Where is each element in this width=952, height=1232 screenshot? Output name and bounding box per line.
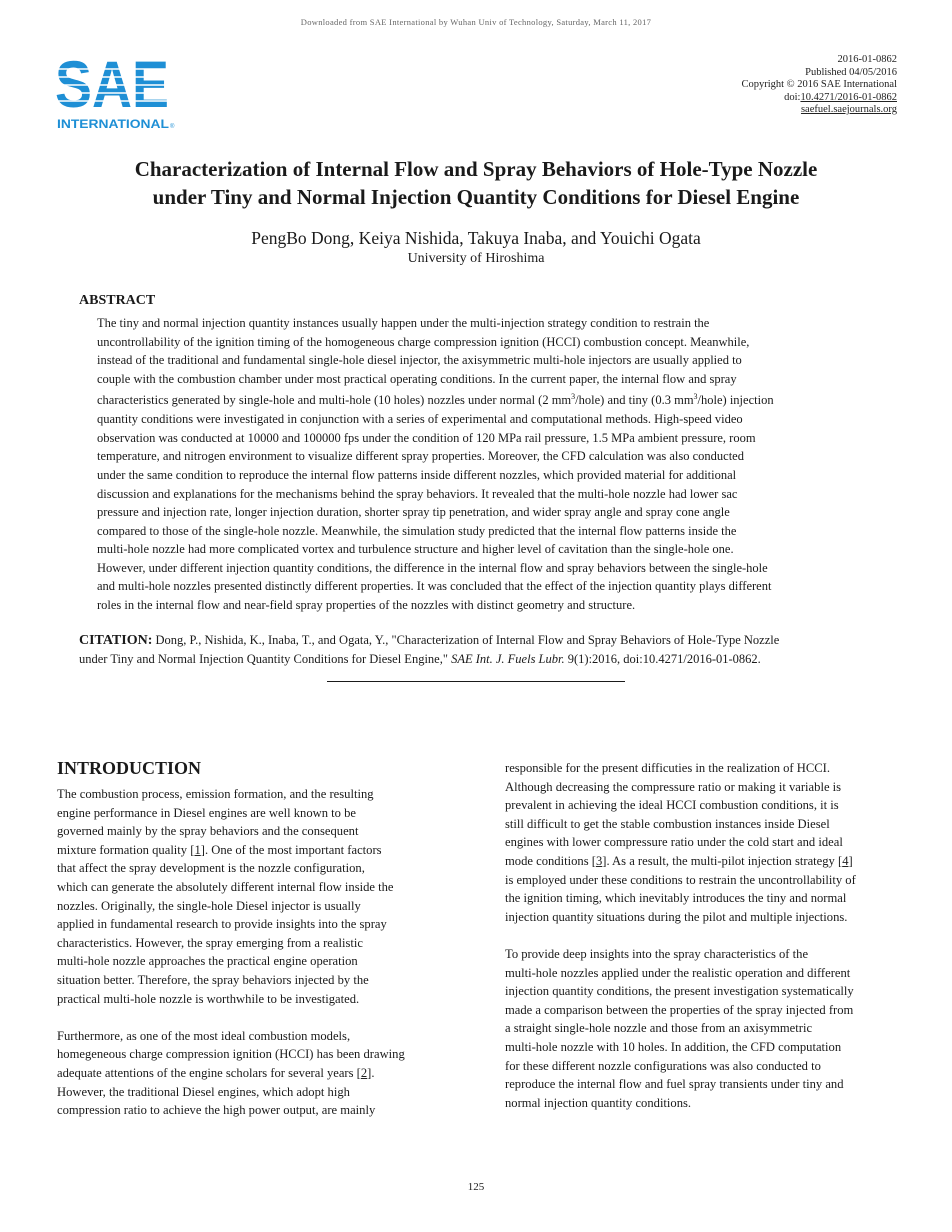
text-line: engines with lower compressure ratio under the cold start and ideal bbox=[505, 835, 843, 850]
abstract-line: pressure and injection rate, longer injection duration, shorter spray tip penetration, and wider spray angle and spray cone angle bbox=[97, 505, 730, 520]
paper-id: 2016-01-0862 bbox=[837, 54, 897, 65]
doi-prefix: doi: bbox=[784, 91, 801, 103]
download-banner: Downloaded from SAE International by Wuhan Univ of Technology, Saturday, March 11, 2017 bbox=[300, 17, 652, 27]
text-line: applied in fundamental research to provide insights into the spray bbox=[57, 917, 387, 932]
text-line: prevalent in achieving the ideal HCCI combustion conditions, it is bbox=[505, 798, 839, 813]
page-number: 125 bbox=[467, 1181, 485, 1193]
text-line: governed mainly by the spray behaviors and the consequent bbox=[57, 824, 359, 839]
text-line: injection quantity situations during the pilot and multiple injections. bbox=[505, 909, 848, 924]
authors: PengBo Dong, Keiya Nishida, Takuya Inaba, and Youichi Ogata bbox=[251, 228, 701, 248]
sae-international-logo bbox=[55, 47, 177, 133]
abstract-line: uncontrollability of the ignition timing of the homogeneous charge compression ignition (HCCI) combustion concept. Meanwhile, bbox=[97, 334, 750, 349]
left-column bbox=[57, 785, 457, 1120]
text-line: normal injection quantity conditions. bbox=[505, 1095, 692, 1110]
abstract-line: However, under different injection quantity conditions, the difference in the internal flow and spray behaviors between the single-hole bbox=[97, 560, 768, 575]
title-line-1: Characterization of Internal Flow and Spray Behaviors of Hole-Type Nozzle bbox=[134, 157, 818, 181]
text-line: adequate attentions of the engine scholars for several years [2]. bbox=[57, 1065, 375, 1080]
text-line: situation better. Therefore, the spray behaviors injected by the bbox=[57, 972, 369, 987]
citation: CITATION: Dong, P., Nishida, K., Inaba, T., and Ogata, Y., "Characterization of Internal Flow and Spray Behaviors of Hole-Type Nozzle under Tiny and Normal Injection Quantity Conditions for Diesel Engine," SAE Int. J. Fuels Lubr. 9(1):2016, doi:10.4271/2016-01-0862. bbox=[79, 633, 780, 666]
reference-link-4[interactable]: 4 bbox=[842, 853, 849, 868]
text-line: the ignition timing, which inevitably introduces the tiny and normal bbox=[505, 891, 847, 906]
section-divider bbox=[327, 681, 625, 682]
logo-registered-mark: ® bbox=[170, 124, 175, 130]
journal-link[interactable]: saefuel.saejournals.org bbox=[800, 104, 897, 115]
text-line: reproduce the internal flow and fuel spray transients under tiny and bbox=[505, 1077, 844, 1092]
abstract-line: and multi-hole nozzles presented distinctly different properties. It was concluded that the effect of the injection quantity plays different bbox=[97, 579, 772, 594]
abstract-line: multi-hole nozzle had more complicated vortex and turbulence structure and higher level of cavitation than the single-hole one. bbox=[97, 542, 734, 557]
affiliation: University of Hiroshima bbox=[407, 251, 545, 266]
abstract-body bbox=[97, 314, 869, 615]
reference-link-1[interactable]: 1 bbox=[194, 842, 201, 857]
text-line: engine performance in Diesel engines are well known to be bbox=[57, 805, 356, 820]
reference-link-2[interactable]: 2 bbox=[360, 1065, 368, 1080]
text-line: for these different nozzle configurations was also conducted to bbox=[505, 1058, 821, 1073]
citation-label: CITATION: bbox=[79, 633, 153, 648]
abstract-line: discussion and explanations for the mechanisms behind the spray behaviors. It revealed that the multi-hole nozzle had lower sac bbox=[97, 486, 738, 501]
abstract-line: instead of the traditional and fundamental single-hole diesel injector, the axisymmetric multi-hole injectors are usually applied to bbox=[97, 353, 742, 368]
abstract-line: quantity conditions were investigated in conjunction with a series of experimental and computational methods. High-speed video bbox=[97, 412, 743, 427]
text-line: nozzles. Originally, the single-hole Diesel injector is usually bbox=[57, 898, 361, 913]
text-line: that affect the spray development is the nozzle configuration, bbox=[57, 861, 365, 876]
logo-international-text: INTERNATIONAL bbox=[57, 119, 169, 131]
doi-link[interactable]: 10.4271/2016-01-0862 bbox=[800, 91, 897, 103]
abstract-line: compared to those of the single-hole nozzle. Meanwhile, the simulation study predicted that the internal flow patterns inside the bbox=[97, 523, 737, 538]
right-column bbox=[505, 759, 900, 1112]
published-date: Published 04/05/2016 bbox=[805, 66, 897, 78]
text-line: made a comparison between the properties of the spray injected from bbox=[505, 1002, 854, 1017]
abstract-line: couple with the combustion chamber under most practical operating conditions. In the current paper, the internal flow and spray bbox=[97, 371, 737, 386]
text-line: Although decreasing the compressure ratio or making it variable is bbox=[505, 779, 842, 794]
text-line: compression ratio to achieve the high power output, are mainly bbox=[57, 1103, 376, 1118]
text-line: However, the traditional Diesel engines, which adopt high bbox=[57, 1084, 350, 1099]
abstract-line: observation was conducted at 10000 and 100000 fps under the condition of 120 MPa rail pressure, 1.5 MPa ambient pressure, room bbox=[97, 430, 756, 445]
text-line: To provide deep insights into the spray characteristics of the bbox=[505, 946, 809, 961]
abstract-line: temperature, and nitrogen environment to visualize different spray properties. Moreover, the CFD calculation was also conducted bbox=[97, 449, 744, 464]
text-line: injection quantity conditions, the present investigation systematically bbox=[505, 984, 854, 999]
paper-title bbox=[0, 155, 952, 211]
abstract-line: characteristics generated by single-hole and multi-hole (10 holes) nozzles under normal (2 $mm^3/hole$) and tiny (0.3 $mm^3/hole$) injection bbox=[97, 392, 774, 408]
logo-sae-text: SAE bbox=[55, 47, 169, 121]
introduction-heading: INTRODUCTION bbox=[57, 758, 202, 778]
text-line: a straight single-hole nozzle and those from an axisymmetric bbox=[505, 1021, 813, 1036]
text-line: still difficult to get the stable combustion instances inside Diesel bbox=[505, 816, 830, 831]
title-line-2: under Tiny and Normal Injection Quantity Conditions for Diesel Engine bbox=[152, 185, 800, 209]
text-line: mixture formation quality [1]. One of the most important factors bbox=[57, 842, 382, 857]
abstract-line: roles in the internal flow and near-field spray properties of the nozzles with distinct geometry and structure. bbox=[97, 598, 636, 613]
text-line: practical multi-hole nozzle is worthwhile to be investigated. bbox=[57, 991, 360, 1006]
doi-line bbox=[741, 92, 897, 105]
reference-link-3[interactable]: 3 bbox=[595, 853, 603, 868]
text-line: homegeneous charge compression ignition (HCCI) has been drawing bbox=[57, 1047, 405, 1062]
text-line: responsible for the present difficuties in the realization of HCCI. bbox=[505, 761, 831, 775]
text-line: The combustion process, emission formation, and the resulting bbox=[57, 787, 374, 801]
copyright: Copyright © 2016 SAE International bbox=[741, 79, 897, 90]
abstract-heading: ABSTRACT bbox=[79, 293, 156, 308]
abstract-line: under the same condition to reproduce the internal flow patterns inside different nozzles, which provided material for additional bbox=[97, 467, 737, 482]
paper-meta bbox=[741, 54, 897, 117]
text-line: mode conditions [3]. As a result, the multi-pilot injection strategy [4] bbox=[505, 853, 853, 868]
text-line: Furthermore, as one of the most ideal combustion models, bbox=[57, 1028, 351, 1043]
text-line: multi-hole nozzles applied under the realistic operation and different bbox=[505, 965, 851, 980]
text-line: multi-hole nozzle approaches the practical engine operation bbox=[57, 954, 358, 969]
text-line: is employed under these conditions to restrain the uncontrollability of bbox=[505, 872, 856, 887]
text-line: multi-hole nozzle with 10 holes. In addition, the CFD computation bbox=[505, 1039, 842, 1054]
abstract-line: The tiny and normal injection quantity instances usually happen under the multi-injection strategy condition to restrain the bbox=[97, 316, 710, 330]
journal-name: SAE Int. J. Fuels Lubr. bbox=[451, 652, 565, 666]
text-line: which can generate the absolutely different internal flow inside the bbox=[57, 879, 394, 894]
text-line: characteristics. However, the spray emerging from a realistic bbox=[57, 935, 363, 950]
